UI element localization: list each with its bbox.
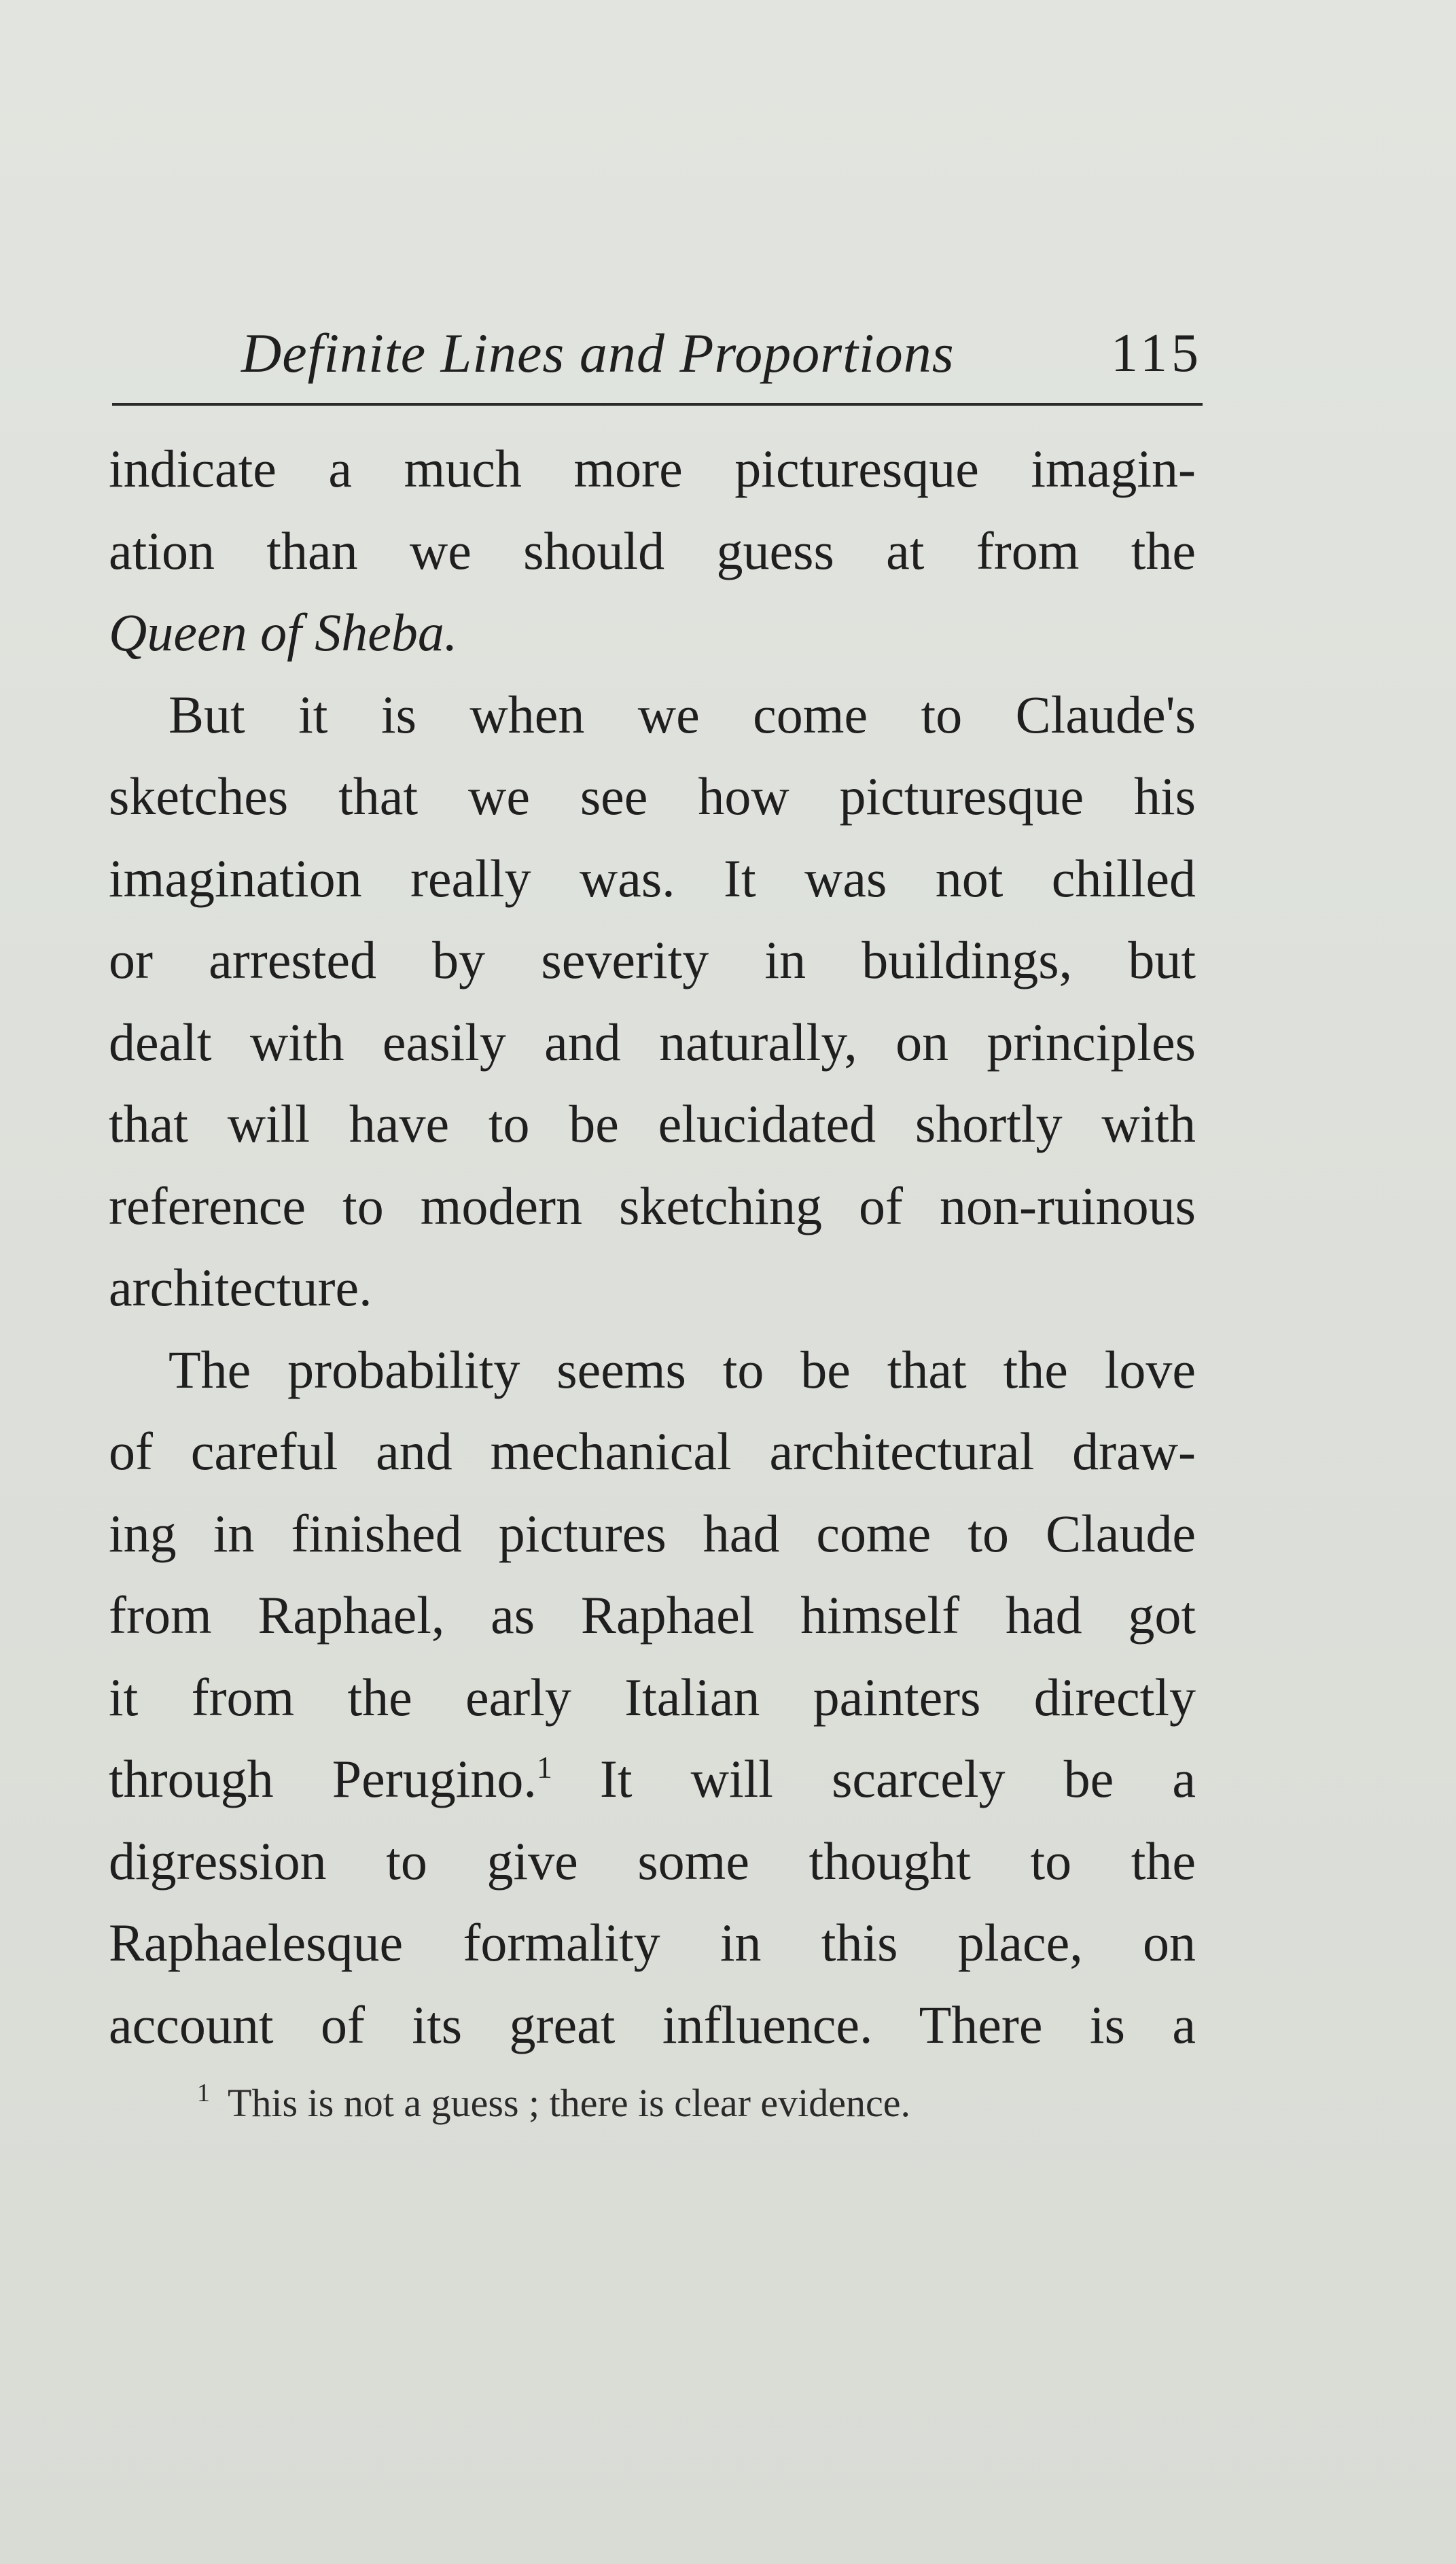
text-line: architecture.	[109, 1258, 372, 1317]
text-line: that will have to be elucidated shortly with	[109, 1094, 1196, 1153]
text-line-book-title: Queen of Sheba.	[109, 603, 458, 662]
footnote-reference: 1	[536, 1750, 552, 1785]
text-segment: It will scarcely be a	[599, 1749, 1196, 1808]
text-line: dealt with easily and naturally, on principles	[109, 1012, 1196, 1072]
footnote-marker: 1	[197, 2079, 210, 2107]
text-line-with-footnote	[109, 1738, 1196, 1821]
text-segment: through Perugino.	[109, 1749, 537, 1808]
text-line-paragraph-start: The probability seems to be that the love	[168, 1339, 1196, 1399]
text-line: account of its great influence. There is a	[109, 1995, 1196, 2054]
text-line: or arrested by severity in buildings, but	[109, 930, 1196, 989]
text-line: ation than we should guess at from the	[109, 521, 1196, 580]
page-header	[112, 319, 1203, 387]
header-rule	[112, 403, 1203, 406]
running-title: Definite Lines and Proportions	[241, 322, 955, 384]
text-line-paragraph-start: But it is when we come to Claude's	[168, 684, 1196, 744]
text-line: of careful and mechanical architectural draw-	[109, 1422, 1196, 1481]
text-line: sketches that we see how picturesque his	[109, 767, 1196, 826]
page-number: 115	[1110, 323, 1203, 383]
text-line: ing in finished pictures had come to Claude	[109, 1503, 1196, 1563]
text-line: digression to give some thought to the	[109, 1831, 1196, 1891]
footnote	[197, 2073, 910, 2134]
text-line: imagination really was. It was not chilled	[109, 848, 1196, 908]
footnote-text: This is not a guess ; there is clear evidence.	[228, 2081, 911, 2125]
text-line: it from the early Italian painters directly	[109, 1667, 1196, 1727]
text-line: Raphaelesque formality in this place, on	[109, 1913, 1196, 1972]
text-line: from Raphael, as Raphael himself had got	[109, 1585, 1196, 1645]
text-line: indicate a much more picturesque imagin-	[109, 439, 1196, 498]
body-text	[109, 428, 1196, 2066]
text-line: reference to modern sketching of non-ruinous	[109, 1176, 1196, 1235]
